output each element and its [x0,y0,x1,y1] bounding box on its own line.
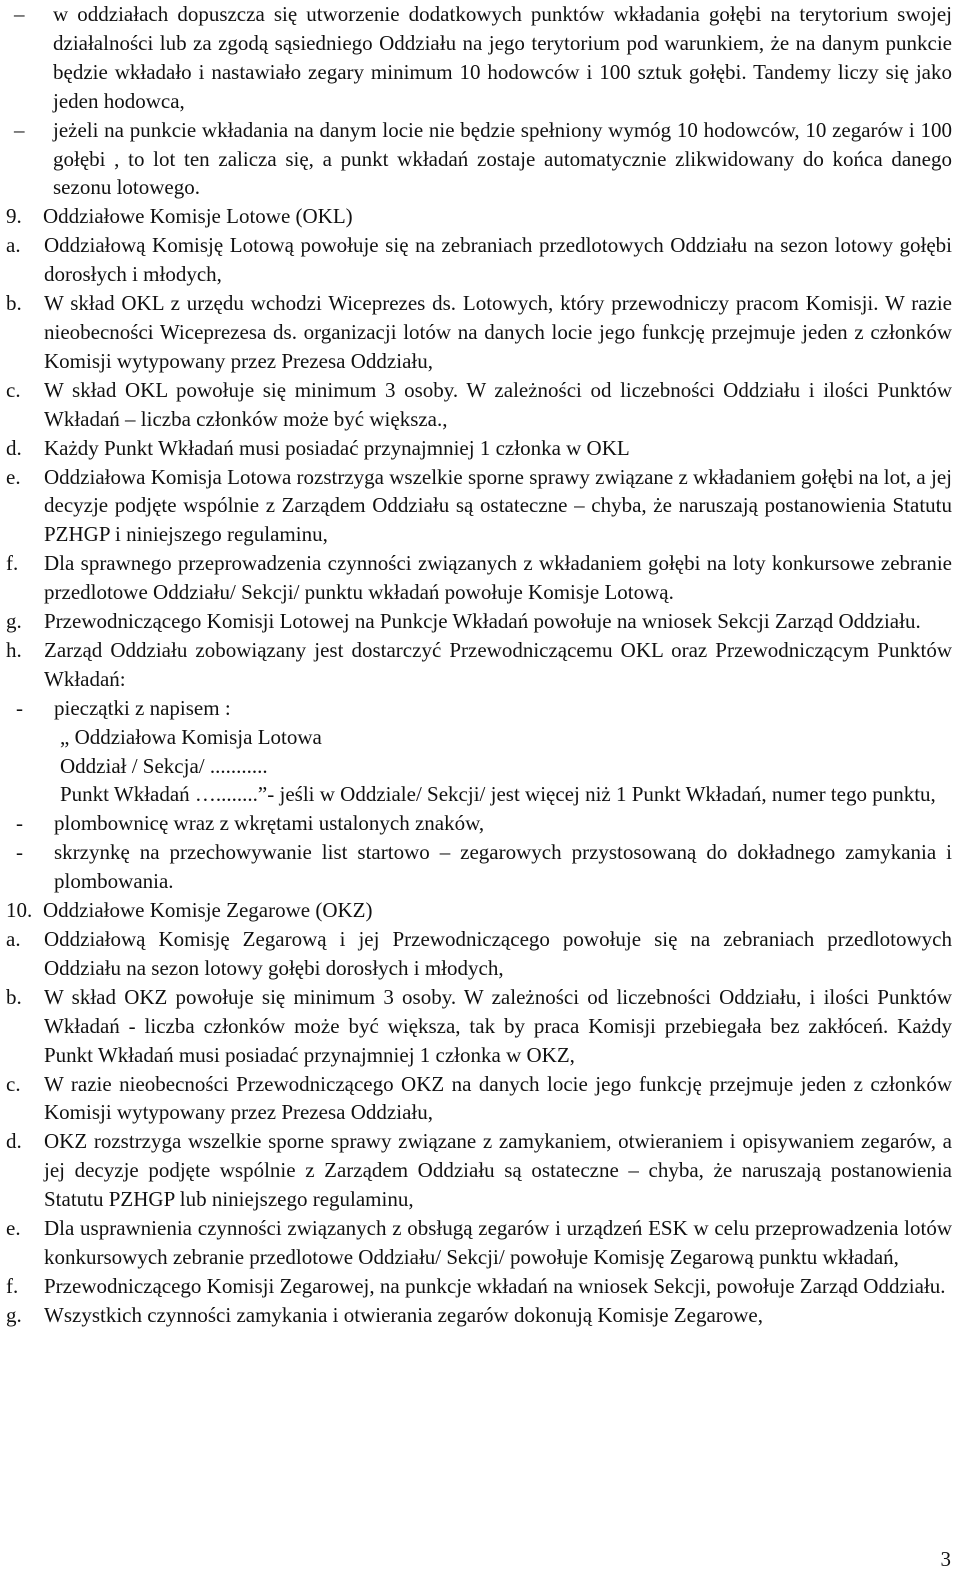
lettered-item [0,983,952,1070]
lettered-item [0,1070,952,1128]
lettered-item [0,1272,952,1301]
item-marker: b. [6,291,22,316]
item-text: Dla sprawnego przeprowadzenia czynności związanych z wkładaniem gołębi na loty konkursowe zebranie przedlotowe Oddziału/ Sekcji/ punktu wkładań powołuje Komisje Lotową. [44,551,952,605]
item-text: W skład OKZ powołuje się minimum 3 osoby. W zależności od liczebności Oddziału, i ilości Punktów Wkładań - liczba członków może być większa, tak by praca Komisji przebiegała bez zakłóceń. Każdy Punkt Wkładań musi posiadać przynajmniej 1 członka w OKZ, [44,984,952,1067]
item-text: Oddział / Sekcja/ ........... [60,753,268,778]
item-marker: – [14,117,25,142]
hyphen-list-item [0,838,952,896]
item-marker: c. [6,1071,21,1096]
item-marker: - [16,695,23,720]
lettered-item [0,549,952,607]
item-text: w oddziałach dopuszcza się utworzenie dodatkowych punktów wkładania gołębi na terytorium swojej działalności lub za zgodą sąsiedniego Oddziału na jego terytorium pod warunkiem, że na danym punkcie będzie wkładało i nastawiało zegary minimum 10 hodowców i 100 sztuk gołębi. Tandemy liczy się jako jeden hodowca, [53,2,952,113]
page-number: 3 [940,1547,951,1571]
lettered-item [0,376,952,434]
text-line [0,752,952,781]
item-marker: e. [6,464,21,489]
item-text: jeżeli na punkcie wkładania na danym locie nie będzie spełniony wymóg 10 hodowców, 10 zegarów i 100 gołębi , to lot ten zalicza się, a punkt wkładań zostaje automatycznie zlikwidowany do końca danego sezonu lotowego. [53,117,952,200]
item-text: Dla usprawnienia czynności związanych z obsługą zegarów i urządzeń ESK w celu przeprowadzenia lotów konkursowych zebranie przedlotowe Oddziału/ Sekcji/ powołuje Komisję Zegarową punktu wkładań, [44,1216,952,1269]
lettered-item [0,231,952,289]
lettered-item [0,925,952,983]
item-text: Oddziałowe Komisje Zegarowe (OKZ) [43,898,373,923]
lettered-item [0,1127,952,1214]
item-text: W skład OKL z urzędu wchodzi Wiceprezes ds. Lotowych, który przewodniczy pracom Komisji. W razie nieobecności Wiceprezesa ds. organizacji lotów na danych locie jego funkcję przejmuje jeden z członków Komisji wytypowany przez Prezesa Oddziału, [44,291,952,373]
lettered-item [0,289,952,376]
item-text: Przewodniczącego Komisji Zegarowej, na punkcje wkładań na wniosek Sekcji, powołuje Zarząd Oddziału. [44,1273,946,1298]
item-marker: a. [6,927,21,951]
dash-list-item [0,0,952,116]
item-text: pieczątki z napisem : [54,695,231,720]
item-text: Oddziałowa Komisja Lotowa rozstrzyga wszelkie sporne sprawy związane z wkładaniem gołębi na lot, a jej decyzje podjęte wspólnie z Zarządem Oddziału są ostateczne – chyba, że naruszają postanowienia Statutu PZHGP i niniejszego regulaminu, [44,464,952,547]
item-marker: g. [6,1302,22,1327]
item-marker: e. [6,1216,21,1241]
item-text: OKZ rozstrzyga wszelkie sporne sprawy związane z zamykaniem, otwieraniem i opisywaniem zegarów, a jej decyzje podjęte wspólnie z Zarządem Oddziału są ostateczne – chyba, że naruszają postanowienia Statutu PZHGP lub niniejszego regulaminu, [44,1129,952,1212]
item-marker: – [14,2,25,26]
hyphen-list-item [0,809,952,838]
item-marker: c. [6,377,21,402]
item-marker: a. [6,233,21,258]
text-line [0,723,952,752]
item-text: Zarząd Oddziału zobowiązany jest dostarczyć Przewodniczącemu OKL oraz Przewodniczącym Punktów Wkładań: [44,637,952,691]
item-text: Przewodniczącego Komisji Lotowej na Punkcje Wkładań powołuje na wniosek Sekcji Zarząd Oddziału. [44,609,921,634]
hyphen-list-item [0,694,952,723]
item-marker: 9. [6,204,22,229]
lettered-item [0,1301,952,1330]
item-marker: g. [6,609,22,634]
item-text: Oddziałową Komisję Lotową powołuje się na zebraniach przedlotowych Oddziału na sezon lotowy gołębi dorosłych i młodych, [44,233,952,287]
item-text: Oddziałowe Komisje Lotowe (OKL) [43,204,353,229]
item-text: skrzynkę na przechowywanie list startowo – zegarowych przystosowaną do dokładnego zamykania i plombowania. [54,840,952,894]
item-marker: h. [6,637,22,662]
item-marker: b. [6,984,22,1009]
lettered-item [0,1214,952,1272]
item-marker: f. [6,1273,19,1298]
section-heading [0,896,952,925]
item-marker: 10. [6,898,33,923]
lettered-item [0,636,952,694]
item-text: Każdy Punkt Wkładań musi posiadać przynajmniej 1 członka w OKL [44,435,630,460]
item-text: „ Oddziałowa Komisja Lotowa [60,724,322,749]
item-marker: d. [6,1129,22,1154]
item-text: W razie nieobecności Przewodniczącego OKZ na danych locie jego funkcję przejmuje jeden z członków Komisji wytypowany przez Prezesa Oddziału, [44,1071,952,1125]
item-marker: - [16,811,23,836]
text-line [0,780,952,809]
item-text: W skład OKL powołuje się minimum 3 osoby. W zależności od liczebności Oddziału i ilości Punktów Wkładań – liczba członków może być większa., [44,377,952,431]
item-text: plombownicę wraz z wkrętami ustalonych znaków, [54,811,485,836]
item-text: Oddziałową Komisję Zegarową i jej Przewodniczącego powołuje się na zebraniach przedlotowych Oddziału na sezon lotowy gołębi dorosłych i młodych, [44,927,952,980]
item-marker: - [16,840,23,865]
item-marker: d. [6,435,22,460]
dash-list-item [0,116,952,203]
section-heading [0,202,952,231]
item-text: Wszystkich czynności zamykania i otwierania zegarów dokonują Komisje Zegarowe, [44,1302,763,1327]
lettered-item [0,463,952,550]
lettered-item [0,607,952,636]
item-marker: f. [6,551,19,576]
lettered-item [0,434,952,463]
item-text: Punkt Wkładań …........”- jeśli w Oddziale/ Sekcji/ jest więcej niż 1 Punkt Wkładań, numer tego punktu, [60,782,936,807]
